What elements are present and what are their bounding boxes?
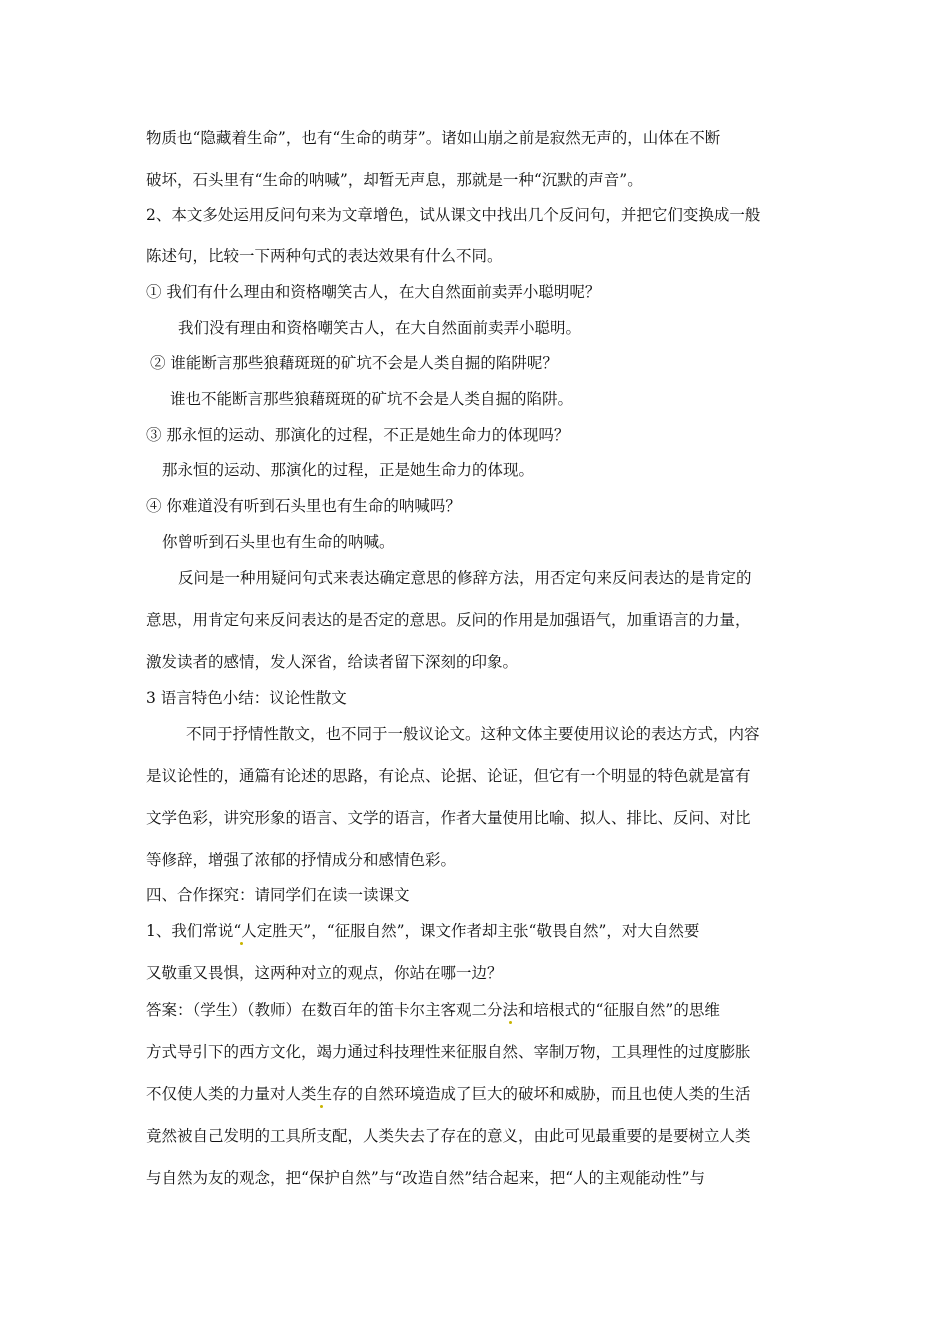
text-line: 破坏，石头里有“生命的呐喊”，却暂无声息，那就是一种“沉默的声音”。 <box>146 171 643 189</box>
text-line: 不同于抒情性散文，也不同于一般议论文。这种文体主要使用议论的表达方式，内容 <box>186 725 760 743</box>
text-line: 是议论性的，通篇有论述的思路，有论点、论据、论证，但它有一个明显的特色就是富有 <box>146 767 751 785</box>
text-line: 与自然为友的观念，把“保护自然”与“改造自然”结合起来，把“人的主观能动性”与 <box>146 1169 706 1187</box>
text-line: ① 我们有什么理由和资格嘲笑古人，在大自然面前卖弄小聪明呢？ <box>146 283 601 301</box>
text-line: 激发读者的感情，发人深省，给读者留下深刻的印象。 <box>146 653 519 671</box>
text-line: 1、我们常说“人定胜天”，“征服自然”，课文作者却主张“敬畏自然”，对大自然要 <box>146 922 700 940</box>
text-line: 方式导引下的西方文化，竭力通过科技理性来征服自然、宰制万物，工具理性的过度膨胀 <box>146 1043 751 1061</box>
scan-speck <box>240 942 243 945</box>
text-line: 竟然被自己发明的工具所支配，人类失去了存在的意义，由此可见最重要的是要树立人类 <box>146 1127 751 1145</box>
text-line: 又敬重又畏惧，这两种对立的观点，你站在哪一边？ <box>146 964 503 982</box>
text-line: 反问是一种用疑问句式来表达确定意思的修辞方法，用否定句来反问表达的是肯定的 <box>178 569 752 587</box>
text-line: 文学色彩，讲究形象的语言、文学的语言，作者大量使用比喻、拟人、排比、反问、对比 <box>146 809 751 827</box>
text-line: 物质也“隐藏着生命”，也有“生命的萌芽”。诸如山崩之前是寂然无声的，山体在不断 <box>146 129 721 147</box>
text-line: ② 谁能断言那些狼藉斑斑的矿坑不会是人类自掘的陷阱呢？ <box>150 354 558 372</box>
text-line: 意思，用肯定句来反问表达的是否定的意思。反问的作用是加强语气，加重语言的力量， <box>146 611 751 629</box>
text-line: ③ 那永恒的运动、那演化的过程，不正是她生命力的体现吗？ <box>146 426 570 444</box>
scan-speck <box>509 1021 512 1024</box>
text-line: 等修辞，增强了浓郁的抒情成分和感情色彩。 <box>146 851 457 869</box>
text-line: 不仅使人类的力量对人类生存的自然环境造成了巨大的破坏和威胁，而且也使人类的生活 <box>146 1085 751 1103</box>
text-line: 你曾听到石头里也有生命的呐喊。 <box>162 533 395 551</box>
text-line: 我们没有理由和资格嘲笑古人，在大自然面前卖弄小聪明。 <box>178 319 582 337</box>
text-line: 答案：（学生）（教师）在数百年的笛卡尔主客观二分法和培根式的“征服自然”的思维 <box>146 1001 720 1019</box>
scan-speck <box>320 1105 323 1108</box>
text-line: 四、合作探究：请同学们在读一读课文 <box>146 886 410 904</box>
text-line: 谁也不能断言那些狼藉斑斑的矿坑不会是人类自掘的陷阱。 <box>170 390 574 408</box>
text-line: ④ 你难道没有听到石头里也有生命的呐喊吗？ <box>146 497 461 515</box>
text-line: 那永恒的运动、那演化的过程，正是她生命力的体现。 <box>162 461 535 479</box>
text-line: 2、本文多处运用反问句来为文章增色，试从课文中找出几个反问句，并把它们变换成一般 <box>146 206 761 224</box>
text-line: 陈述句，比较一下两种句式的表达效果有什么不同。 <box>146 247 503 265</box>
text-line: 3 语言特色小结：议论性散文 <box>146 689 347 707</box>
